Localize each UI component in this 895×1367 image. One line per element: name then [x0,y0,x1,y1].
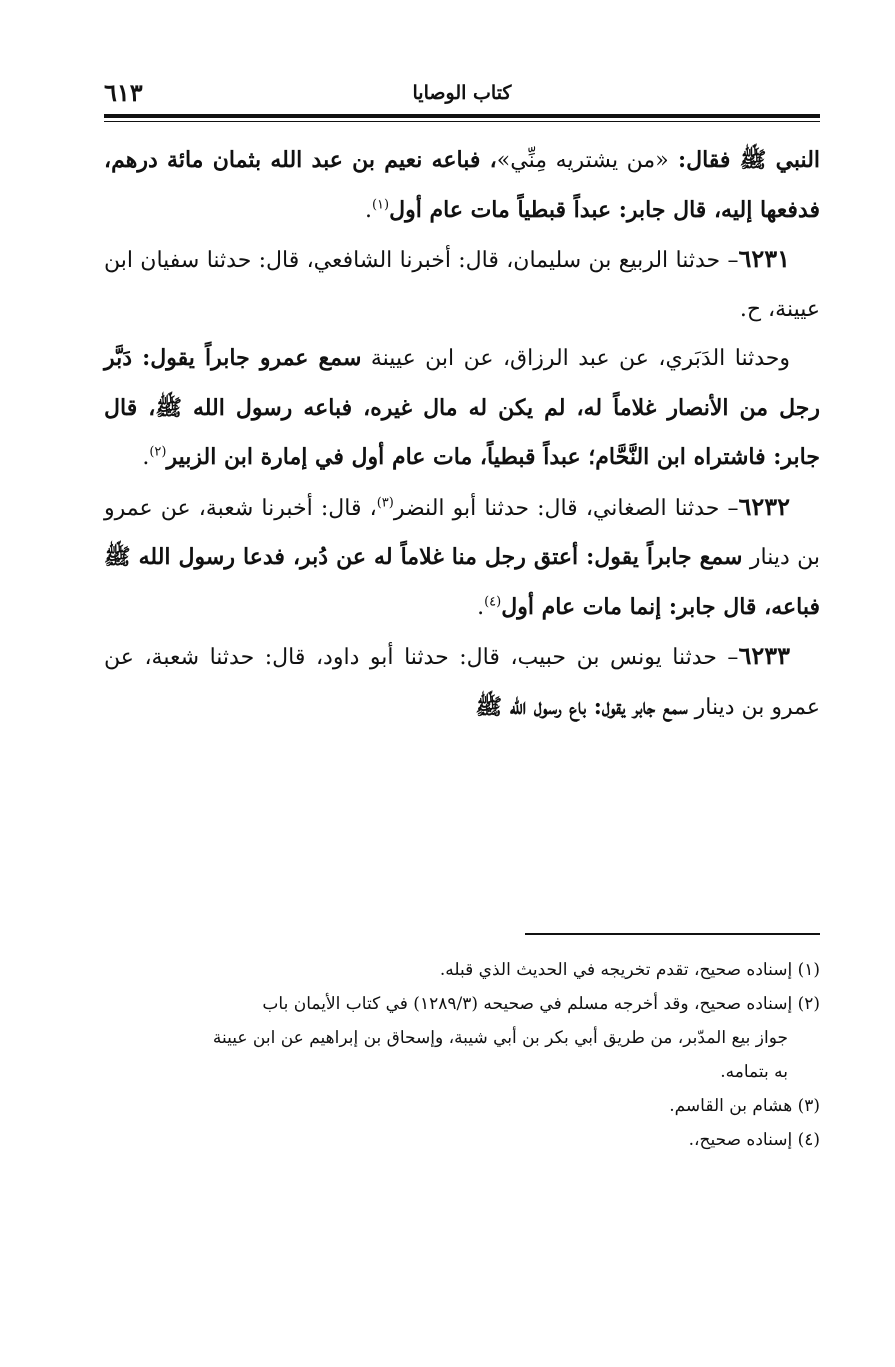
footnote-ref: (٣) [376,495,394,511]
header-rule-thick [104,114,820,118]
footnote-ref: (٢) [149,444,167,460]
footnotes [104,953,820,1157]
text-run: «من يشتريه مِنِّي» [496,148,669,173]
text-run: . [477,594,485,620]
hadith-number: ٦٢٣٣ [738,641,790,670]
footnote-4: (٤) إسناده صحيح،. [688,1130,820,1150]
paragraph-continuation [104,136,820,235]
hadith-number: ٦٢٣٢ [738,491,791,521]
hadith-6231 [104,235,820,334]
text-run: – حدثنا يونس بن حبيب، قال: حدثنا أبو داود، قال: حدثنا شعبة، عن عمرو بن دينار [104,645,820,720]
text-run: – حدثنا الربيع بن سليمان، قال: أخبرنا الشافعي، قال: حدثنا سفيان ابن عيينة، ح. [104,248,820,322]
text-run: . [364,197,372,223]
text-run: سمع جابراً يقول: أعتق رجل منا غلاماً له عن دُبر، فدعا رسول الله ﷺ فباعه، قال جابر: إنما مات عام أول [104,544,820,620]
footnote-ref: (٤) [484,594,502,610]
footnote-separator [525,933,820,935]
text-run: ، فباعه نعيم بن عبد الله بثمان مائة درهم، فدفعها إليه، قال جابر: عبداً قبطياً مات عام أول [104,147,820,223]
running-title: كتاب الوصايا [412,82,512,104]
text-run: وحدثنا الدَبَري، عن عبد الرزاق، عن ابن عيينة [361,346,790,371]
text-run: النبي ﷺ فقال: [668,147,821,173]
paragraph-chain [104,334,820,483]
text-run: سمع عمرو جابراً يقول: دَبَّر رجل من الأنصار غلاماً له، لم يكن له مال غيره، فباعه رسول الله ﷺ، قال جابر: فاشتراه ابن النَّحَّام؛ عبداً قبطياً، مات عام أول في إمارة ابن الزبير [104,345,820,470]
text-run: ، قال: أخبرنا شعبة، عن عمرو بن دينار [104,495,820,570]
footnote-3: (٣) هشام بن القاسم. [669,1096,820,1116]
text-run: . [142,445,150,470]
footnote-ref: (١) [371,197,390,213]
main-text [104,136,820,732]
text-run: – حدثنا الصغاني، قال: حدثنا أبو النضر [393,495,739,521]
header-rule-thin [104,121,820,122]
page-header [104,78,820,112]
footnote-1: (١) إسناده صحيح، تقدم تخريجه في الحديث الذي قبله. [439,960,820,980]
page-number: ٦١٣ [104,78,143,107]
footnote-2-continued: به بتمامه. [720,1062,788,1082]
footnote-2-continued: جواز بيع المدّبر، من طريق أبي بكر بن أبي شيبة، وإسحاق بن إبراهيم عن ابن عيينة [212,1028,788,1048]
text-run: سمع جابر يقول: باع رسول الله ﷺ [475,693,688,720]
hadith-6233 [104,632,820,732]
hadith-number: ٦٢٣١ [738,244,791,273]
footnote-2: (٢) إسناده صحيح، وقد أخرجه مسلم في صحيحه (١٢٨٩/٣) في كتاب الأيمان باب [262,994,820,1014]
hadith-6232 [104,483,820,633]
book-page [104,78,821,1150]
